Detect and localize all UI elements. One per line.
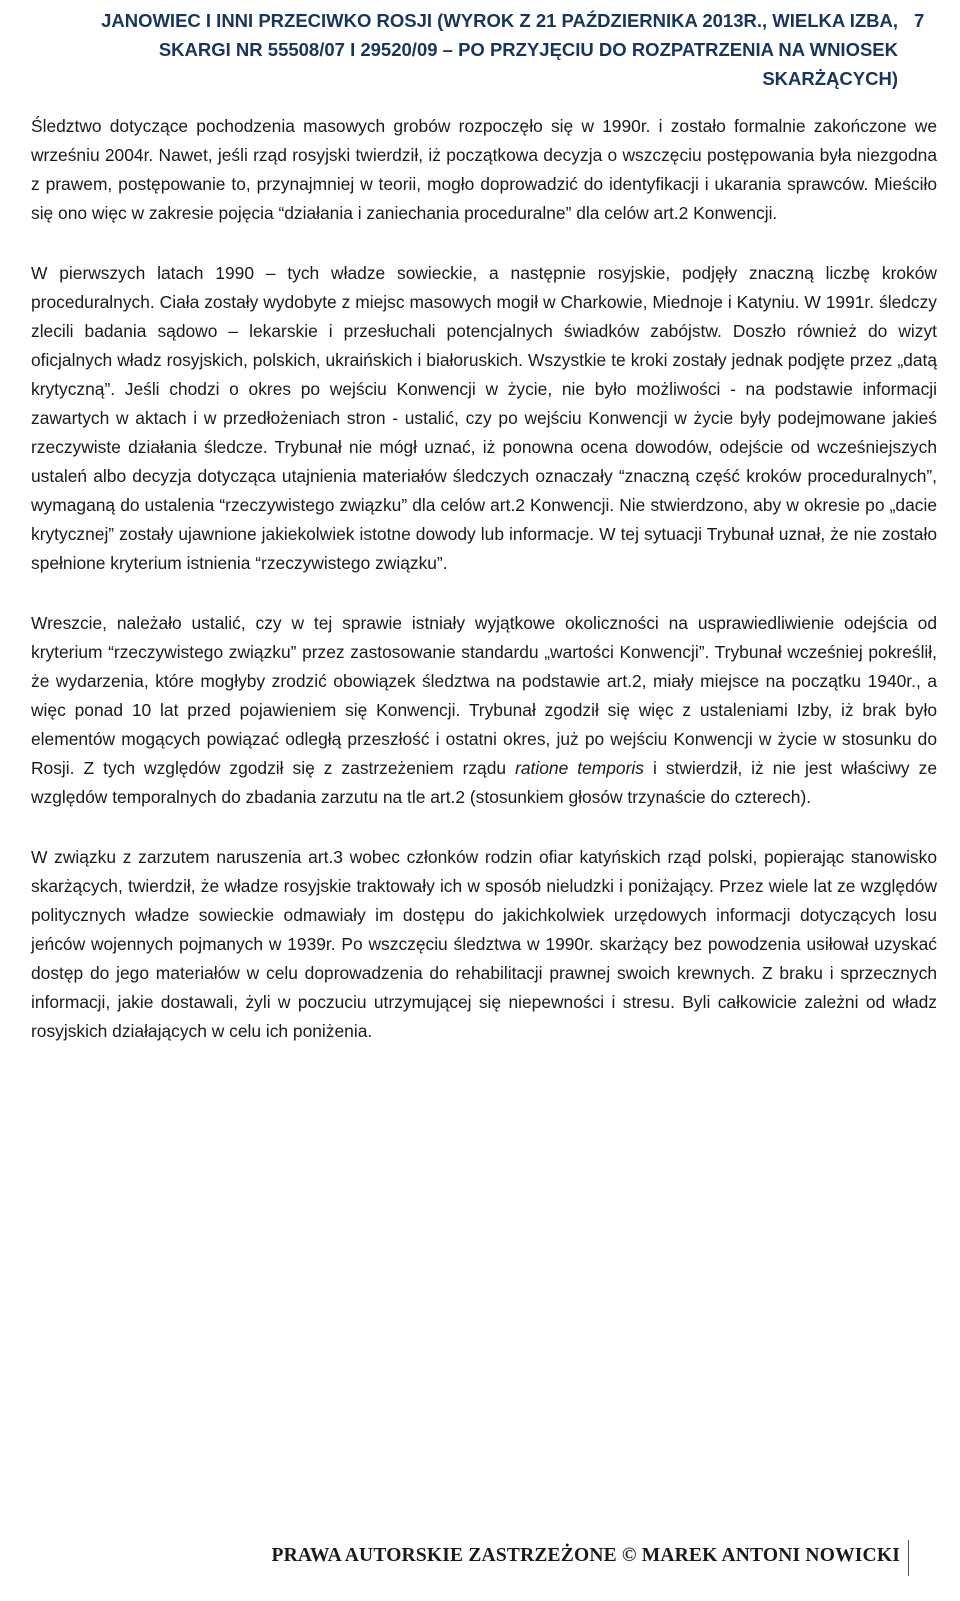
footer-divider (908, 1540, 909, 1576)
page-header (0, 0, 960, 100)
document-body (31, 112, 937, 1077)
paragraph-2: W pierwszych latach 1990 – tych władze sowieckie, a następnie rosyjskie, podjęły znaczną liczbę kroków proceduralnych. Ciała zostały wydobyte z miejsc masowych mogił w Charkowie, Miednoje i Katyniu. W 1991r. śledczy zlecili badania sądowo – lekarskie i przesłuchali potencjalnych świadków zabójstw. Doszło również do wizyt oficjalnych władz rosyjskich, polskich, ukraińskich i białoruskich. Wszystkie te kroki zostały jednak podjęte przez „datą krytyczną”. Jeśli chodzi o okres po wejściu Konwencji w życie, nie było możliwości - na podstawie informacji zawartych w aktach i w przedłożeniach stron - ustalić, czy po wejściu Konwencji w życie były podejmowane jakieś rzeczywiste działania śledcze. Trybunał nie mógł uznać, iż ponowna ocena dowodów, odejście od wcześniejszych ustaleń albo decyzja dotycząca utajnienia materiałów śledczych oznaczały “znaczną część kroków proceduralnych”, wymaganą do ustalenia “rzeczywistego związku” dla celów art.2 Konwencji. Nie stwierdzono, aby w okresie po „dacie krytycznej” zostały ujawnione jakiekolwiek istotne dowody lub informacje. W tej sytuacji Trybunał uznał, że nie zostało spełnione kryterium istnienia “rzeczywistego związku”. (31, 263, 937, 573)
paragraph-3-text-after: i stwierdził, iż nie jest właściwy ze względów temporalnych do zbadania zarzutu na tle art.2 (stosunkiem głosów trzynaście do czterech). (31, 758, 938, 807)
header-title-line-2: SKARGI NR 55508/07 I 29520/09 – PO PRZYJĘCIU DO ROZPATRZENIA NA WNIOSEK (158, 39, 898, 60)
header-title-line-1: JANOWIEC I INNI PRZECIWKO ROSJI (WYROK Z 21 PAŹDZIERNIKA 2013R., WIELKA IZBA, (101, 10, 898, 31)
page-footer (0, 1536, 960, 1596)
running-header-title (30, 6, 898, 93)
paragraph-3-italic-term: ratione temporis (515, 758, 644, 778)
paragraph-4: W związku z zarzutem naruszenia art.3 wobec członków rodzin ofiar katyńskich rząd polski, popierając stanowisko skarżących, twierdził, że władze rosyjskie traktowały ich w sposób nieludzki i poniżający. Przez wiele lat ze względów politycznych władze sowieckie odmawiały im dostępu do jakichkolwiek urzędowych informacji dotyczących losu jeńców wojennych pojmanych w 1939r. Po wszczęciu śledztwa w 1990r. skarżący bez powodzenia usiłował uzyskać dostęp do jego materiałów w celu doprowadzenia do rehabilitacji prawnej swoich krewnych. Z braku i sprzecznych informacji, jakie dostawali, żyli w poczuciu utrzymującej się niepewności i stresu. Byli całkowicie zależni od władz rosyjskich działających w celu ich poniżenia. (31, 847, 937, 1041)
page-number: 7 (914, 10, 925, 31)
copyright-notice: PRAWA AUTORSKIE ZASTRZEŻONE © MAREK ANTONI NOWICKI (271, 1545, 900, 1566)
paragraph-3-text-before: Wreszcie, należało ustalić, czy w tej sprawie istniały wyjątkowe okoliczności na usprawiedliwienie odejścia od kryterium “rzeczywistego związku” przez zastosowanie standardu „wartości Konwencji”. Trybunał wcześniej pokreślił, że wydarzenia, które mogłyby zrodzić obowiązek śledztwa na podstawie art.2, miały miejsce na początku 1940r., a więc ponad 10 lat przed pojawieniem się Konwencji. Trybunał zgodził się więc z ustaleniami Izby, iż brak było elementów mogących powiązać odległą przeszłość i ostatni okres, już po wejściu Konwencji w życie w stosunku do Rosji. Z tych względów zgodził się z zastrzeżeniem rządu (31, 613, 937, 778)
paragraph-3 (31, 609, 937, 812)
paragraph-1: Śledztwo dotyczące pochodzenia masowych grobów rozpoczęło się w 1990r. i zostało formalnie zakończone we wrześniu 2004r. Nawet, jeśli rząd rosyjski twierdził, iż początkowa decyzja o wszczęciu postępowania była niezgodna z prawem, postępowanie to, przynajmniej w teorii, mogło doprowadzić do identyfikacji i ukarania sprawców. Mieściło się ono więc w zakresie pojęcia “działania i zaniechania proceduralne” dla celów art.2 Konwencji. (31, 116, 937, 223)
header-title-line-3: SKARŻĄCYCH) (762, 68, 898, 89)
